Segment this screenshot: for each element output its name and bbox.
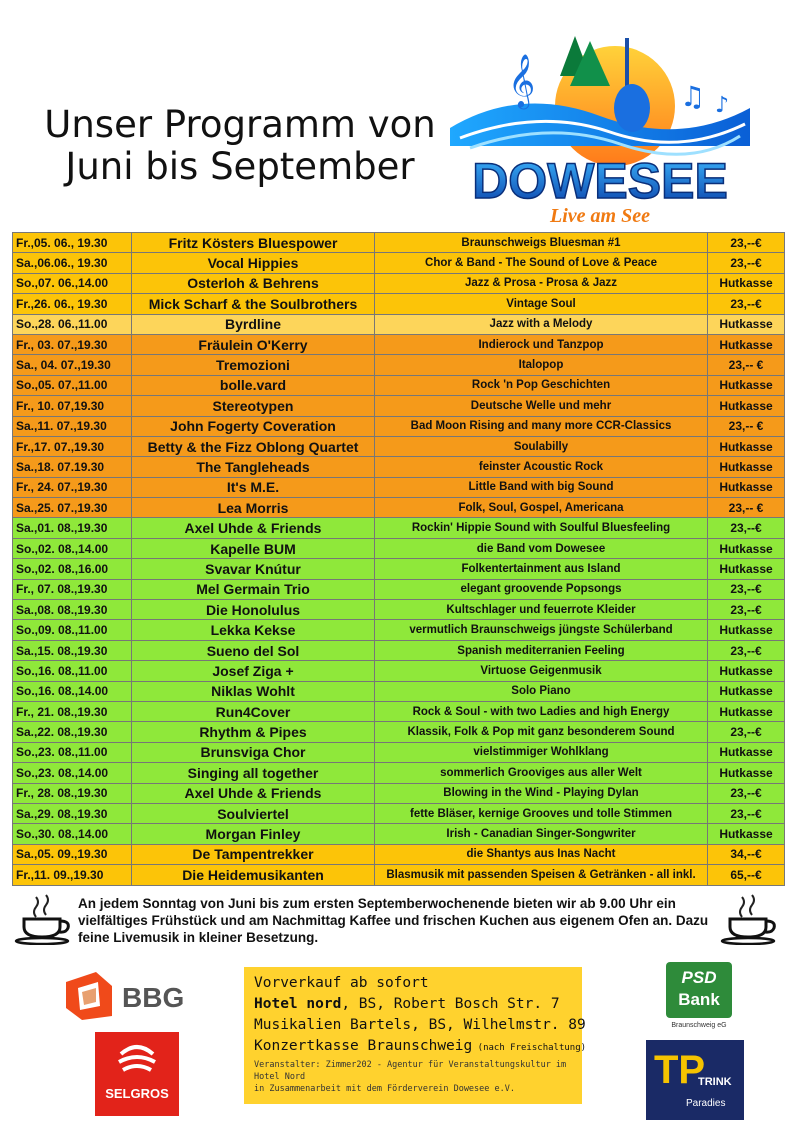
event-artist: Stereotypen <box>132 396 375 416</box>
program-row <box>13 355 785 375</box>
event-price: Hutkasse <box>708 334 785 354</box>
program-row <box>13 579 785 599</box>
event-date: Sa.,29. 08.,19.30 <box>13 803 132 823</box>
event-artist: Soulviertel <box>132 803 375 823</box>
bbg-logo <box>60 968 200 1028</box>
program-row <box>13 559 785 579</box>
event-price: Hutkasse <box>708 701 785 721</box>
event-date: So.,23. 08.,11.00 <box>13 742 132 762</box>
program-row <box>13 294 785 314</box>
event-description: Rock & Soul - with two Ladies and high Energy <box>375 701 708 721</box>
event-date: So.,09. 08.,11.00 <box>13 620 132 640</box>
event-artist: Morgan Finley <box>132 824 375 844</box>
program-row <box>13 803 785 823</box>
svg-text:♫: ♫ <box>680 80 706 113</box>
program-row <box>13 844 785 864</box>
event-price: 23,--€ <box>708 253 785 273</box>
program-row <box>13 396 785 416</box>
event-artist: Die Honolulus <box>132 600 375 620</box>
event-artist: Fräulein O'Kerry <box>132 334 375 354</box>
event-description: Blasmusik mit passenden Speisen & Getränken - all inkl. <box>375 865 708 885</box>
event-price: 23,--€ <box>708 640 785 660</box>
program-table <box>12 232 785 886</box>
event-date: Sa.,06.06., 19.30 <box>13 253 132 273</box>
event-description: vielstimmiger Wohlklang <box>375 742 708 762</box>
event-description: Rockin' Hippie Sound with Soulful Bluesfeeling <box>375 518 708 538</box>
dowesee-logo <box>440 16 760 230</box>
event-date: Fr., 07. 08.,19.30 <box>13 579 132 599</box>
event-artist: Rhythm & Pipes <box>132 722 375 742</box>
event-date: Fr.,26. 06., 19.30 <box>13 294 132 314</box>
event-description: elegant groovende Popsongs <box>375 579 708 599</box>
event-description: Little Band with big Sound <box>375 477 708 497</box>
bank-text: Bank <box>678 990 720 1009</box>
program-row <box>13 457 785 477</box>
event-description: Spanish mediterranien Feeling <box>375 640 708 660</box>
event-price: 23,--€ <box>708 233 785 253</box>
event-description: Rock 'n Pop Geschichten <box>375 375 708 395</box>
cooperation-note: in Zusammenarbeit mit dem Förderverein Dowesee e.V. <box>254 1084 515 1094</box>
paradies-word: Paradies <box>686 1098 726 1109</box>
event-description: Blowing in the Wind - Playing Dylan <box>375 783 708 803</box>
event-artist: Mel Germain Trio <box>132 579 375 599</box>
event-date: Sa.,22. 08.,19.30 <box>13 722 132 742</box>
presale-box <box>244 967 587 1104</box>
program-row <box>13 620 785 640</box>
event-price: Hutkasse <box>708 477 785 497</box>
program-row <box>13 375 785 395</box>
event-price: Hutkasse <box>708 538 785 558</box>
event-artist: Singing all together <box>132 763 375 783</box>
logo-sub-text: Live am See <box>550 205 650 227</box>
event-artist: Betty & the Fizz Oblong Quartet <box>132 436 375 456</box>
event-description: Jazz with a Melody <box>375 314 708 334</box>
event-description: Klassik, Folk & Pop mit ganz besonderem Sound <box>375 722 708 742</box>
organizer-note: Veranstalter: Zimmer202 - Agentur für Veranstaltungskultur im Hotel Nord <box>254 1060 567 1082</box>
bbg-icon <box>60 968 116 1024</box>
presale-bartels: Musikalien Bartels, BS, Wilhelmstr. 89 <box>254 1017 586 1033</box>
event-artist: Osterloh & Behrens <box>132 273 375 293</box>
event-date: Fr., 03. 07.,19.30 <box>13 334 132 354</box>
event-artist: Axel Uhde & Friends <box>132 783 375 803</box>
event-date: Fr.,17. 07.,19.30 <box>13 436 132 456</box>
title-line-1: Unser Programm von <box>44 103 436 146</box>
event-description: Irish - Canadian Singer-Songwriter <box>375 824 708 844</box>
event-date: So.,16. 08.,11.00 <box>13 661 132 681</box>
program-row <box>13 600 785 620</box>
psd-bank-logo <box>666 962 732 1034</box>
konzertkasse-note: (nach Freischaltung) <box>472 1043 587 1053</box>
program-row <box>13 253 785 273</box>
event-description: Jazz & Prosa - Prosa & Jazz <box>375 273 708 293</box>
psd-text: PSD <box>681 968 717 987</box>
event-description: Folk, Soul, Gospel, Americana <box>375 498 708 518</box>
psd-sub-text: Braunschweig eG <box>671 1022 727 1029</box>
event-artist: Axel Uhde & Friends <box>132 518 375 538</box>
event-date: So.,16. 08.,14.00 <box>13 681 132 701</box>
presale-hotel-nord <box>254 994 572 1015</box>
event-price: 23,--€ <box>708 600 785 620</box>
event-price: Hutkasse <box>708 559 785 579</box>
event-description: sommerlich Grooviges aus aller Welt <box>375 763 708 783</box>
event-price: 23,-- € <box>708 498 785 518</box>
event-artist: Byrdline <box>132 314 375 334</box>
svg-text:𝄞: 𝄞 <box>508 53 536 107</box>
event-artist: John Fogerty Coveration <box>132 416 375 436</box>
selgros-logo <box>95 1032 179 1116</box>
event-price: 23,--€ <box>708 579 785 599</box>
event-description: Soulabilly <box>375 436 708 456</box>
bbg-text: BBG <box>122 982 185 1013</box>
event-price: 34,--€ <box>708 844 785 864</box>
program-row <box>13 314 785 334</box>
program-row <box>13 273 785 293</box>
event-price: 23,--€ <box>708 722 785 742</box>
event-date: Sa.,15. 08.,19.30 <box>13 640 132 660</box>
event-price: 65,--€ <box>708 865 785 885</box>
event-date: Fr., 10. 07,19.30 <box>13 396 132 416</box>
event-date: So.,02. 08.,16.00 <box>13 559 132 579</box>
event-date: Fr.,11. 09.,19.30 <box>13 865 132 885</box>
event-artist: It's M.E. <box>132 477 375 497</box>
konzertkasse-name: Konzertkasse Braunschweig <box>254 1038 473 1054</box>
event-description: fette Bläser, kernige Grooves und tolle Stimmen <box>375 803 708 823</box>
event-description: die Shantys aus Inas Nacht <box>375 844 708 864</box>
event-date: Sa.,25. 07.,19.30 <box>13 498 132 518</box>
program-row <box>13 681 785 701</box>
event-date: So.,28. 06.,11.00 <box>13 314 132 334</box>
coffee-cup-icon <box>14 893 76 945</box>
event-description: Bad Moon Rising and many more CCR-Classics <box>375 416 708 436</box>
selgros-icon <box>115 1044 159 1078</box>
event-artist: Die Heidemusikanten <box>132 865 375 885</box>
event-date: Fr., 28. 08.,19.30 <box>13 783 132 803</box>
event-price: Hutkasse <box>708 273 785 293</box>
event-artist: Brunsviga Chor <box>132 742 375 762</box>
event-price: 23,--€ <box>708 294 785 314</box>
program-row <box>13 865 785 885</box>
program-row <box>13 233 785 253</box>
event-price: Hutkasse <box>708 396 785 416</box>
event-price: 23,--€ <box>708 518 785 538</box>
event-price: Hutkasse <box>708 620 785 640</box>
event-description: Vintage Soul <box>375 294 708 314</box>
event-date: Sa.,08. 08.,19.30 <box>13 600 132 620</box>
program-row <box>13 701 785 721</box>
svg-text:♪: ♪ <box>715 93 730 118</box>
event-price: 23,--€ <box>708 783 785 803</box>
program-row <box>13 416 785 436</box>
event-description: vermutlich Braunschweigs jüngste Schülerband <box>375 620 708 640</box>
event-artist: Tremozioni <box>132 355 375 375</box>
event-artist: Svavar Knútur <box>132 559 375 579</box>
event-price: Hutkasse <box>708 763 785 783</box>
event-artist: Vocal Hippies <box>132 253 375 273</box>
event-description: Deutsche Welle und mehr <box>375 396 708 416</box>
event-description: Braunschweigs Bluesman #1 <box>375 233 708 253</box>
event-date: So.,07. 06.,14.00 <box>13 273 132 293</box>
event-artist: The Tangleheads <box>132 457 375 477</box>
program-row <box>13 436 785 456</box>
event-artist: Fritz Kösters Bluespower <box>132 233 375 253</box>
event-artist: Lea Morris <box>132 498 375 518</box>
event-description: Folkentertainment aus Island <box>375 559 708 579</box>
hotel-nord-address: , BS, Robert Bosch Str. 7 <box>341 996 560 1012</box>
event-price: Hutkasse <box>708 314 785 334</box>
event-price: Hutkasse <box>708 661 785 681</box>
program-row <box>13 783 785 803</box>
event-date: Sa.,05. 09.,19.30 <box>13 844 132 864</box>
event-date: Sa., 04. 07.,19.30 <box>13 355 132 375</box>
presale-konzertkasse <box>254 1036 587 1059</box>
event-artist: bolle.vard <box>132 375 375 395</box>
trink-paradies-logo <box>646 1040 744 1120</box>
event-date: So.,23. 08.,14.00 <box>13 763 132 783</box>
event-artist: Mick Scharf & the Soulbrothers <box>132 294 375 314</box>
trink-word: TRINK <box>698 1076 732 1088</box>
logo-main-text: DOWESEE <box>472 153 728 209</box>
event-date: So.,02. 08.,14.00 <box>13 538 132 558</box>
presale-heading: Vorverkauf ab sofort <box>254 975 429 991</box>
selgros-text: SELGROS <box>105 1086 169 1101</box>
event-artist: De Tampentrekker <box>132 844 375 864</box>
program-row <box>13 477 785 497</box>
event-artist: Lekka Kekse <box>132 620 375 640</box>
event-price: Hutkasse <box>708 742 785 762</box>
event-price: Hutkasse <box>708 681 785 701</box>
event-date: Sa.,11. 07.,19.30 <box>13 416 132 436</box>
event-artist: Josef Ziga + <box>132 661 375 681</box>
event-price: 23,-- € <box>708 355 785 375</box>
event-price: Hutkasse <box>708 457 785 477</box>
event-description: Indierock und Tanzpop <box>375 334 708 354</box>
program-row <box>13 538 785 558</box>
event-price: Hutkasse <box>708 375 785 395</box>
event-description: Kultschlager und feuerrote Kleider <box>375 600 708 620</box>
event-description: Chor & Band - The Sound of Love & Peace <box>375 253 708 273</box>
program-row <box>13 334 785 354</box>
event-date: So.,05. 07.,11.00 <box>13 375 132 395</box>
event-artist: Run4Cover <box>132 701 375 721</box>
title-line-2: Juni bis September <box>65 145 415 188</box>
event-description: Italopop <box>375 355 708 375</box>
program-row <box>13 742 785 762</box>
program-row <box>13 661 785 681</box>
event-price: Hutkasse <box>708 436 785 456</box>
event-price: 23,--€ <box>708 803 785 823</box>
event-date: Fr.,05. 06., 19.30 <box>13 233 132 253</box>
event-date: Fr., 24. 07.,19.30 <box>13 477 132 497</box>
event-price: Hutkasse <box>708 824 785 844</box>
program-row <box>13 722 785 742</box>
event-description: Virtuose Geigenmusik <box>375 661 708 681</box>
program-row <box>13 763 785 783</box>
psd-bank-badge <box>666 962 732 1018</box>
program-row <box>13 640 785 660</box>
event-artist: Niklas Wohlt <box>132 681 375 701</box>
trink-letters: TP <box>654 1048 706 1092</box>
event-artist: Kapelle BUM <box>132 538 375 558</box>
page-title <box>40 104 440 188</box>
coffee-cup-icon <box>720 893 782 945</box>
event-date: Sa.,18. 07.19.30 <box>13 457 132 477</box>
program-row <box>13 824 785 844</box>
event-price: 23,-- € <box>708 416 785 436</box>
program-row <box>13 518 785 538</box>
event-date: So.,30. 08.,14.00 <box>13 824 132 844</box>
event-description: feinster Acoustic Rock <box>375 457 708 477</box>
event-date: Sa.,01. 08.,19.30 <box>13 518 132 538</box>
hotel-nord-name: Hotel nord <box>254 996 342 1012</box>
event-description: die Band vom Dowesee <box>375 538 708 558</box>
event-description: Solo Piano <box>375 681 708 701</box>
event-date: Fr., 21. 08.,19.30 <box>13 701 132 721</box>
program-row <box>13 498 785 518</box>
sunday-breakfast-note: An jedem Sonntag von Juni bis zum ersten Septemberwochenende bieten wir ab 9.00 Uhr ein vielfältiges Frühstück und am Nachmittag Kaffee und frischen Kuchen aus eigenem Ofen an. Dazu feine Livemusik in kleiner Besetzung. <box>78 896 709 945</box>
event-artist: Sueno del Sol <box>132 640 375 660</box>
